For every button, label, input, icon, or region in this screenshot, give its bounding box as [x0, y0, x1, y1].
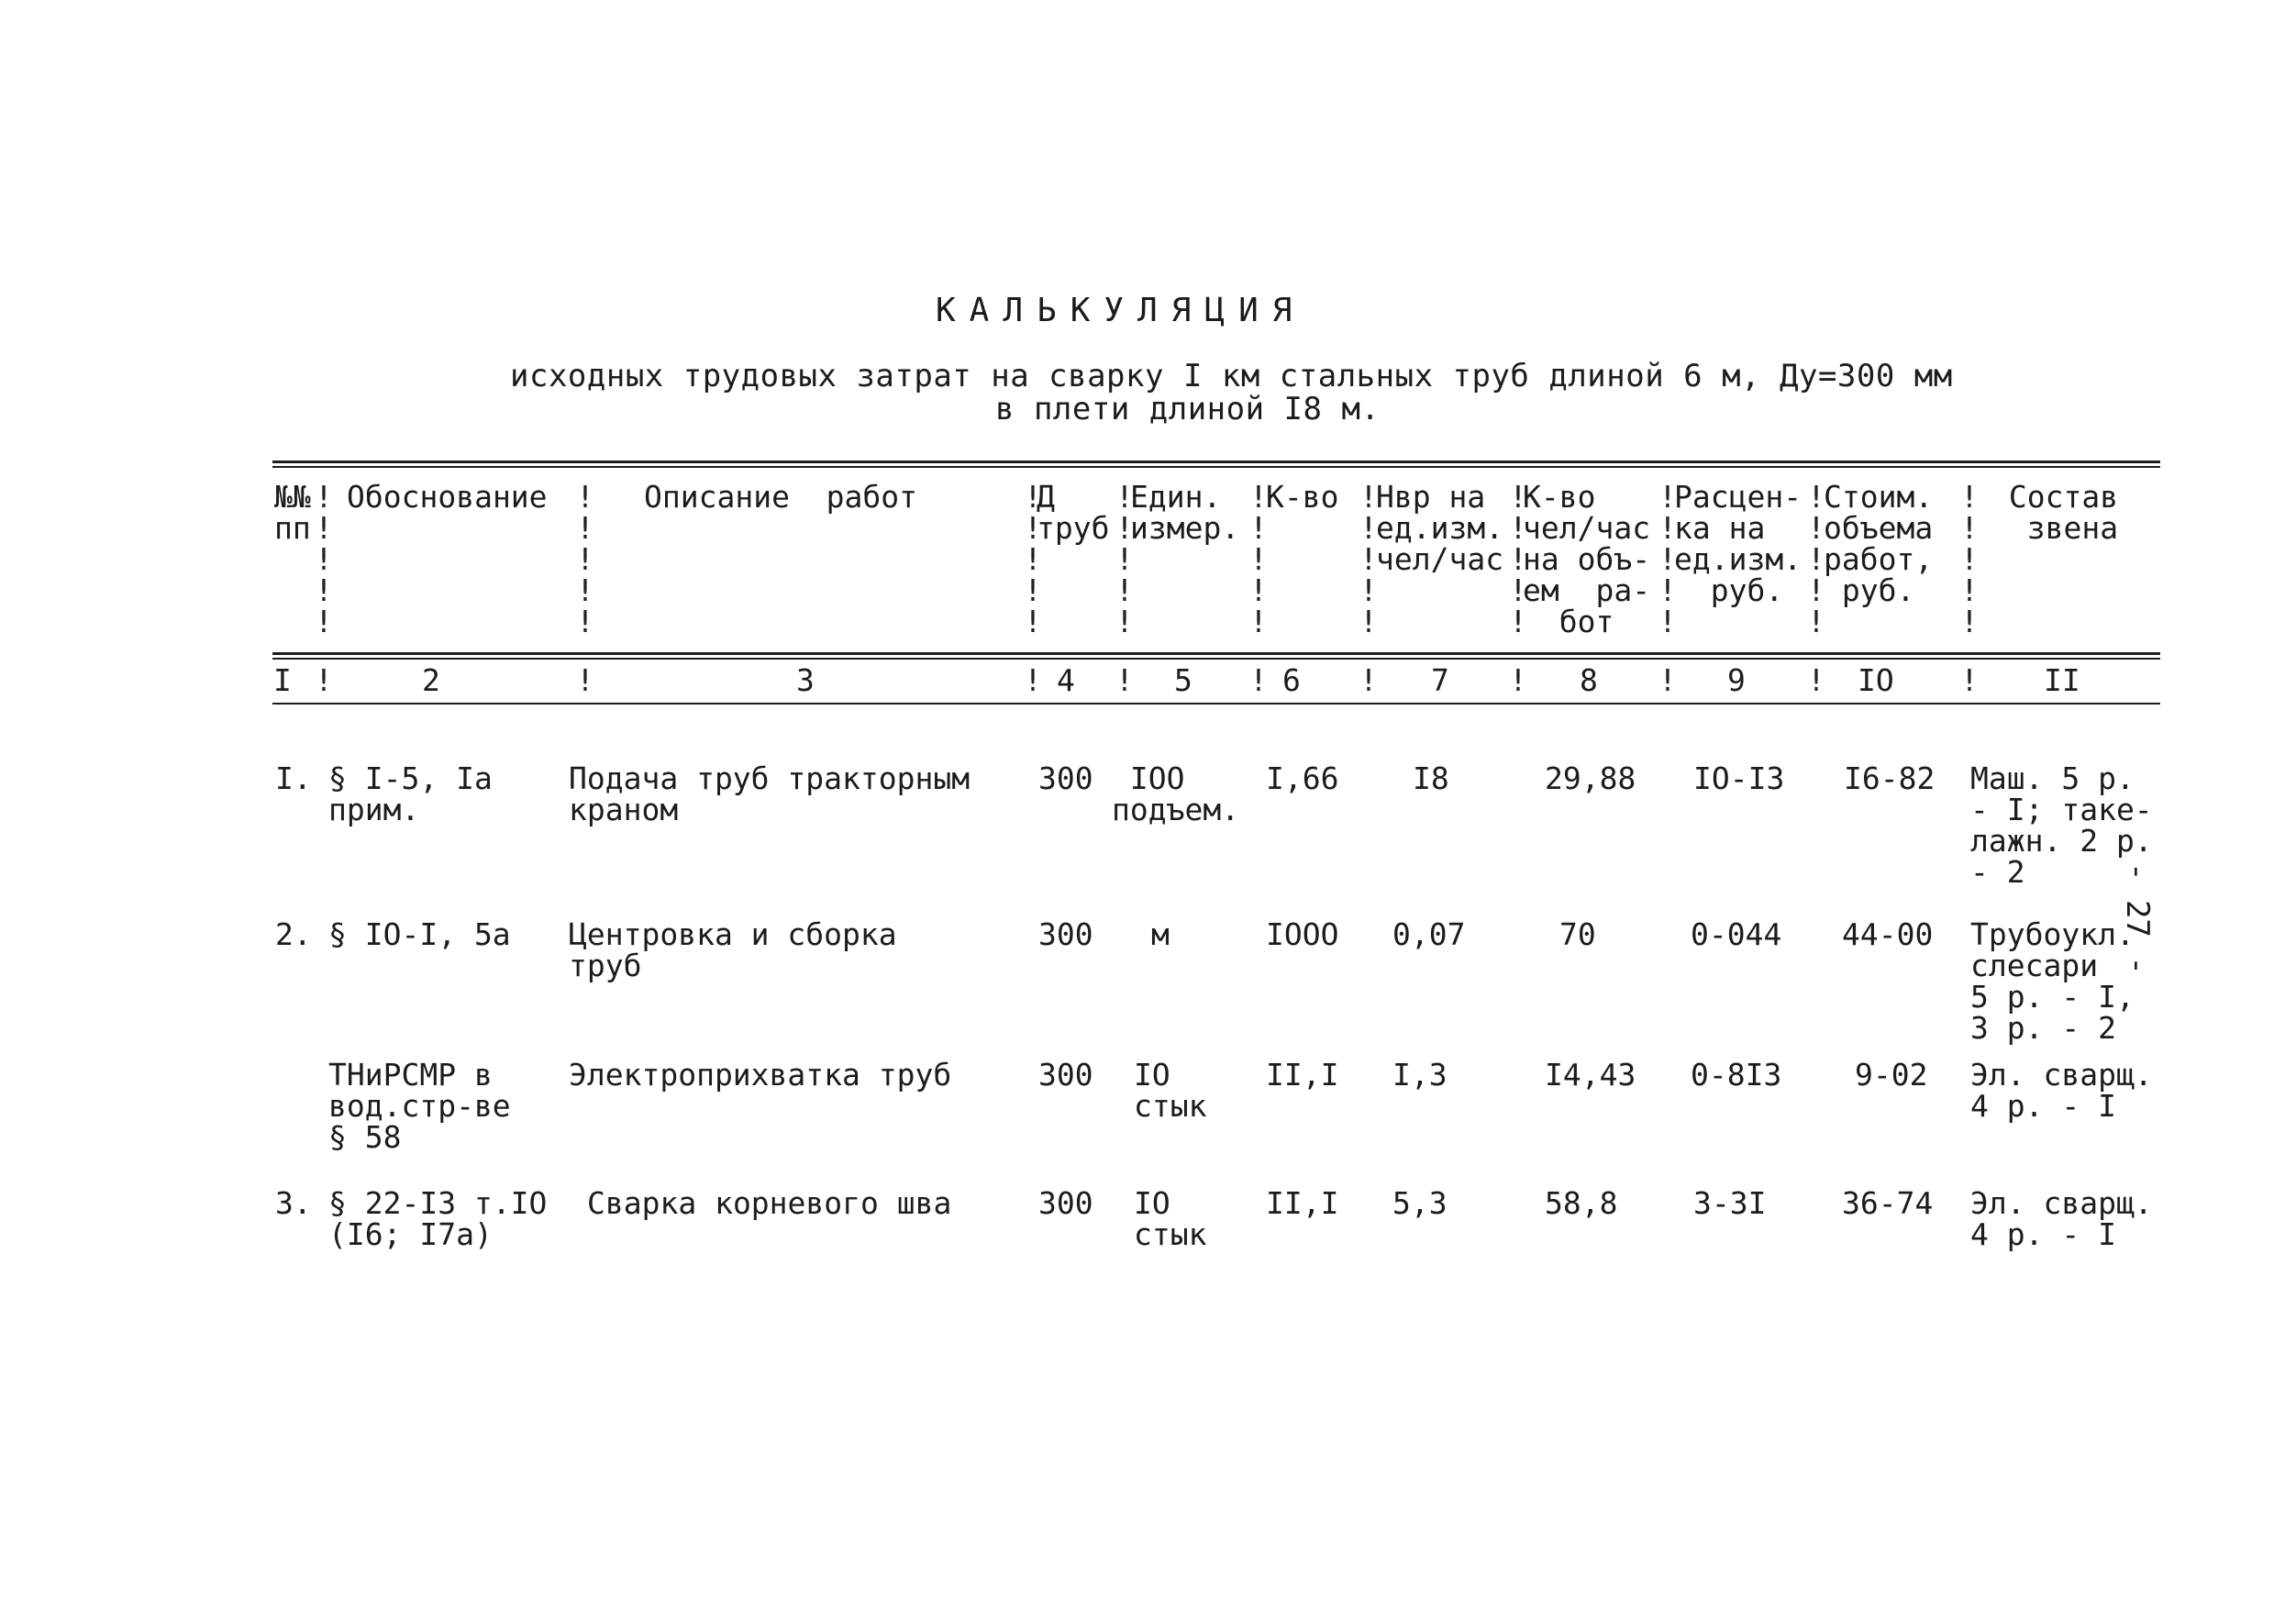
- header-separator-7: ! ! ! ! !: [1509, 479, 1527, 639]
- header-separator-5: ! ! ! ! !: [1249, 479, 1268, 639]
- number-separator-8: !: [1658, 662, 1677, 698]
- col-number-2: 2: [422, 662, 440, 698]
- row-pipe-diameter: 300: [1038, 760, 1093, 796]
- row-number: I.: [275, 760, 312, 796]
- col-header-2: Обоснование: [347, 479, 548, 515]
- row-man-hours: 29,88: [1545, 760, 1636, 796]
- table-top-rule: [272, 461, 2160, 463]
- row-number: 2.: [275, 916, 312, 952]
- row-number: 3.: [275, 1185, 312, 1221]
- number-separator-3: !: [1024, 662, 1042, 698]
- row-description: Электроприхватка труб: [569, 1057, 952, 1093]
- header-separator-6: ! ! ! ! !: [1359, 479, 1378, 639]
- row-cost: 36-74: [1842, 1185, 1934, 1221]
- col-header-4: Д труб: [1037, 479, 1110, 546]
- header-bottom-rule: [272, 652, 2160, 655]
- col-number-9: 9: [1727, 662, 1746, 698]
- number-separator-9: !: [1807, 662, 1825, 698]
- row-cost: 44-00: [1842, 916, 1934, 952]
- row-description: Центровка и сборка труб: [569, 916, 897, 983]
- col-number-5: 5: [1174, 662, 1192, 698]
- col-header-1: №№ пп: [274, 479, 311, 546]
- row-quantity: II,I: [1266, 1185, 1339, 1221]
- column-numbers-rule: [272, 703, 2160, 705]
- row-rate: 0-8I3: [1691, 1057, 1782, 1093]
- header-separator-9: ! ! ! ! !: [1807, 479, 1825, 639]
- row-pipe-diameter: 300: [1038, 1185, 1093, 1221]
- row-norm-time: I8: [1413, 760, 1449, 796]
- col-header-11: Состав звена: [2008, 479, 2119, 546]
- col-header-6: К-во: [1266, 479, 1339, 515]
- row-norm-time: I,3: [1392, 1057, 1447, 1093]
- row-crew: Эл. сварщ. 4 р. - I: [1970, 1057, 2153, 1124]
- row-rate: IO-I3: [1693, 760, 1785, 796]
- row-basis: ТНиРСМР в вод.стр-ве § 58: [328, 1057, 511, 1155]
- document-subtitle-line2: в плети длиной I8 м.: [995, 391, 1381, 427]
- header-separator-1: ! ! ! ! !: [315, 479, 333, 639]
- row-unit: IO стык: [1134, 1057, 1207, 1124]
- row-pipe-diameter: 300: [1038, 1057, 1093, 1093]
- number-separator-10: !: [1960, 662, 1979, 698]
- row-crew: Маш. 5 р. - I; таке- лажн. 2 р. - 2: [1970, 760, 2153, 890]
- row-description: Подача труб тракторным краном: [569, 760, 971, 827]
- row-unit: IO стык: [1134, 1185, 1207, 1252]
- col-number-6: 6: [1282, 662, 1301, 698]
- row-man-hours: 58,8: [1545, 1185, 1618, 1221]
- row-norm-time: 0,07: [1392, 916, 1466, 952]
- row-basis: § I-5, Ia прим.: [328, 760, 493, 827]
- number-separator-2: !: [576, 662, 594, 698]
- col-number-3: 3: [796, 662, 815, 698]
- col-header-10: Стоим. объема работ, руб.: [1824, 479, 1934, 608]
- col-number-11: II: [2044, 662, 2080, 698]
- col-number-1: I: [273, 662, 292, 698]
- col-number-8: 8: [1580, 662, 1598, 698]
- header-separator-4: ! ! ! ! !: [1115, 479, 1134, 639]
- header-separator-2: ! ! ! ! !: [576, 479, 594, 639]
- row-crew: Трубоукл. слесари 5 р. - I, 3 р. - 2: [1970, 916, 2135, 1046]
- row-cost: I6-82: [1844, 760, 1936, 796]
- document-subtitle-line1: исходных трудовых затрат на сварку I км стальных труб длиной 6 м, Ду=300 мм: [510, 358, 1953, 394]
- number-separator-4: !: [1115, 662, 1134, 698]
- number-separator-1: !: [315, 662, 333, 698]
- col-number-10: IO: [1858, 662, 1894, 698]
- row-unit: м: [1151, 916, 1170, 952]
- col-header-5: Един. измер.: [1130, 479, 1240, 546]
- header-separator-8: ! ! ! ! !: [1658, 479, 1677, 639]
- row-quantity: II,I: [1266, 1057, 1339, 1093]
- col-header-3: Описание работ: [644, 479, 918, 515]
- row-unit: IOO подъем.: [1112, 760, 1240, 827]
- number-separator-7: !: [1509, 662, 1527, 698]
- page-number: - 27 -: [2119, 862, 2156, 975]
- row-quantity: I,66: [1266, 760, 1339, 796]
- header-bottom-rule-double: [272, 658, 2160, 660]
- row-man-hours: 70: [1559, 916, 1596, 952]
- row-norm-time: 5,3: [1392, 1185, 1447, 1221]
- row-quantity: IOOO: [1266, 916, 1339, 952]
- row-cost: 9-02: [1855, 1057, 1928, 1093]
- row-pipe-diameter: 300: [1038, 916, 1093, 952]
- col-header-7: Нвр на ед.изм. чел/час: [1376, 479, 1504, 577]
- header-separator-10: ! ! ! ! !: [1960, 479, 1979, 639]
- document-title: КАЛЬКУЛЯЦИЯ: [936, 292, 1306, 329]
- row-man-hours: I4,43: [1545, 1057, 1636, 1093]
- table-top-rule-double: [272, 466, 2160, 468]
- col-header-9: Расцен- ка на ед.изм. руб.: [1674, 479, 1802, 608]
- header-separator-3: ! ! ! ! !: [1024, 479, 1042, 639]
- col-number-7: 7: [1431, 662, 1449, 698]
- row-basis: § IO-I, 5а: [328, 916, 511, 952]
- col-header-8: К-во чел/час на объ- ем ра- бот: [1523, 479, 1651, 639]
- row-basis: § 22-I3 т.IO (I6; I7а): [328, 1185, 548, 1252]
- row-rate: 3-3I: [1693, 1185, 1767, 1221]
- col-number-4: 4: [1057, 662, 1075, 698]
- number-separator-5: !: [1249, 662, 1268, 698]
- row-rate: 0-044: [1691, 916, 1782, 952]
- row-description: Сварка корневого шва: [587, 1185, 952, 1221]
- row-crew: Эл. сварщ. 4 р. - I: [1970, 1185, 2153, 1252]
- number-separator-6: !: [1359, 662, 1378, 698]
